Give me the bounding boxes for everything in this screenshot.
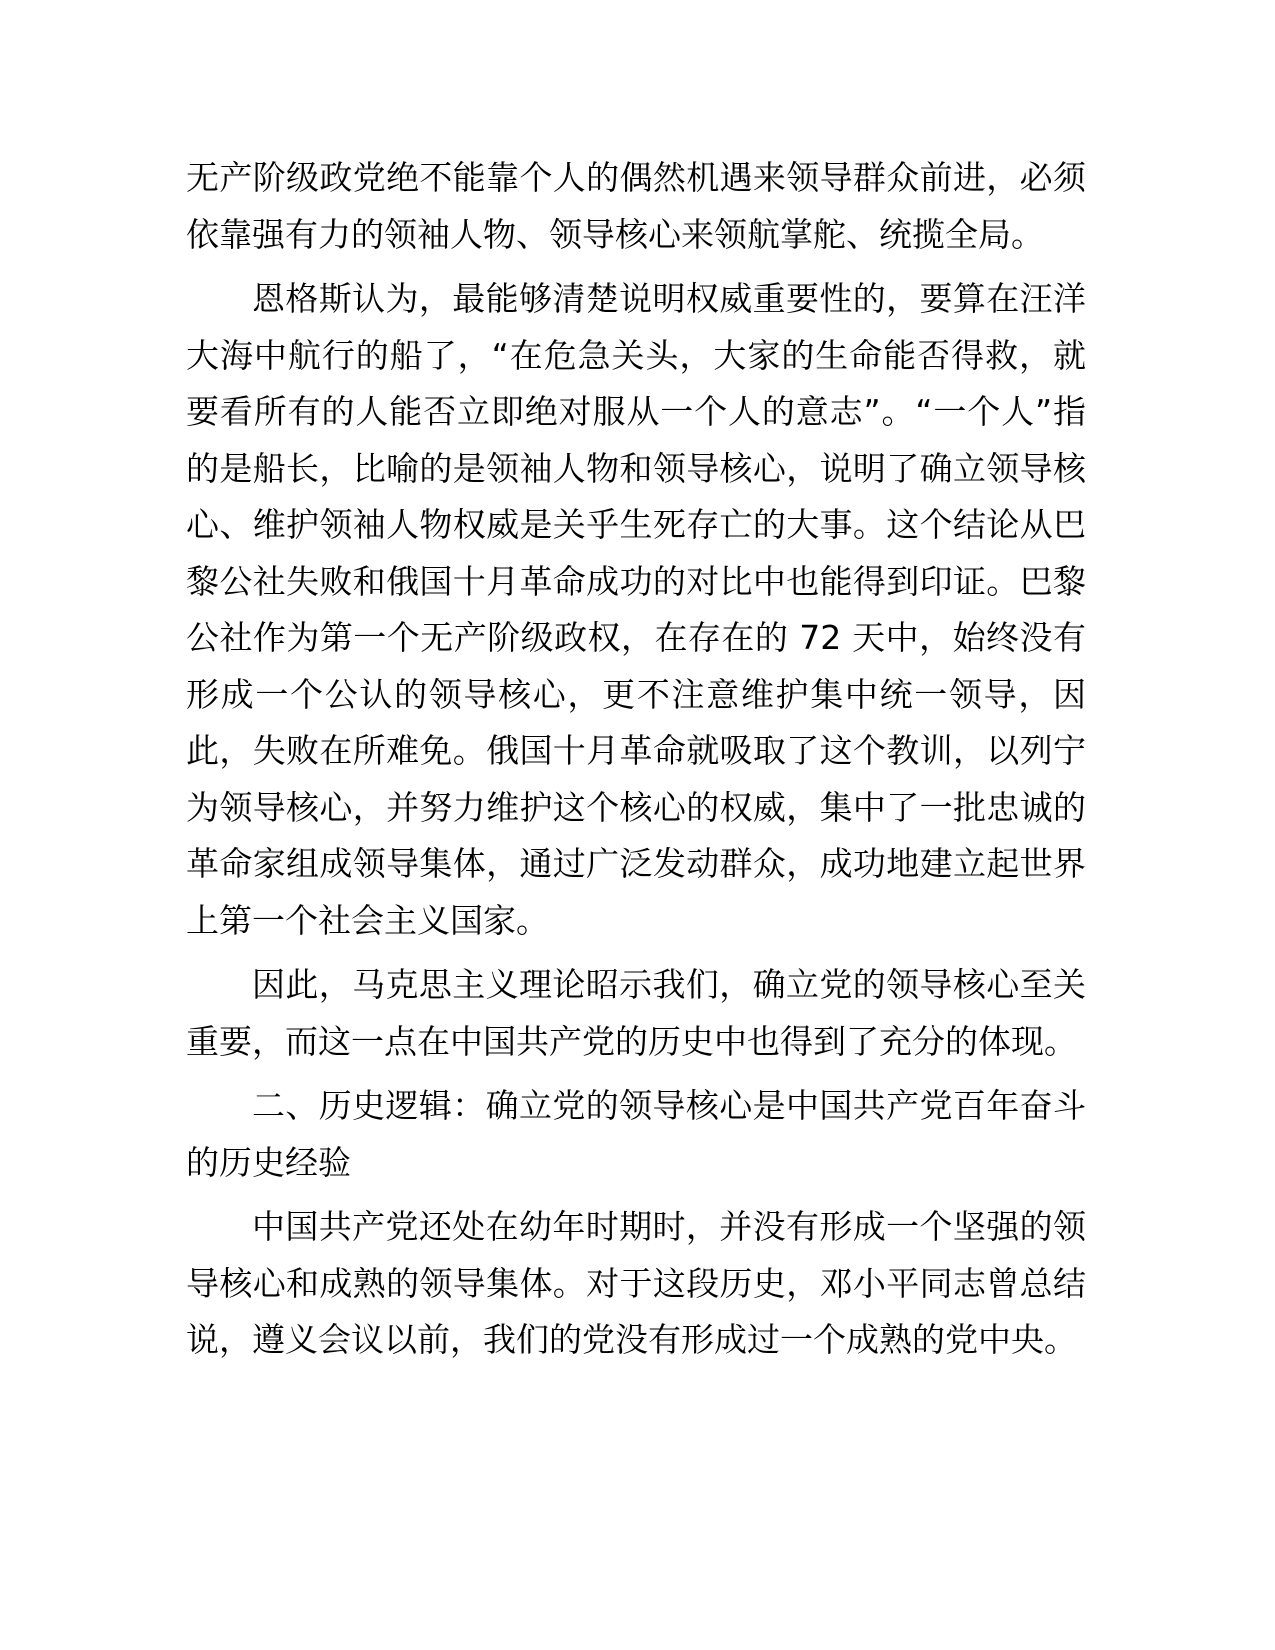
section-heading-historical-logic: 二、历史逻辑：确立党的领导核心是中国共产党百年奋斗的历史经验: [186, 1086, 1086, 1182]
paragraph-continuation: 无产阶级政党绝不能靠个人的偶然机遇来领导群众前进，必须依靠强有力的领袖人物、领导核心来领航掌舵、统揽全局。: [186, 158, 1086, 254]
paragraph-engels-authority: 恩格斯认为，最能够清楚说明权威重要性的，要算在汪洋大海中航行的船了，“在危急关头，大家的生命能否得救，就要看所有的人能否立即绝对服从一个人的意志”。“一个人”指的是船长，比喻的是领袖人物和领导核心，说明了确立领导核心、维护领袖人物权威是关乎生死存亡的大事。这个结论从巴黎公社失败和俄国十月革命成功的对比中也能得到印证。巴黎公社作为第一个无产阶级政权，在存在的 72 天中，始终没有形成一个公认的领导核心，更不注意维护集中统一领导，因此，失败在所难免。俄国十月革命就吸取了这个教训，以列宁为领导核心，并努力维护这个核心的权威，集中了一批忠诚的革命家组成领导集体，通过广泛发动群众，成功地建立起世界上第一个社会主义国家。: [186, 279, 1086, 940]
document-body: [186, 150, 1086, 1369]
paragraph-marxist-theory: 因此，马克思主义理论昭示我们，确立党的领导核心至关重要，而这一点在中国共产党的历史中也得到了充分的体现。: [186, 965, 1086, 1061]
paragraph-early-party-history: 中国共产党还处在幼年时期时，并没有形成一个坚强的领导核心和成熟的领导集体。对于这段历史，邓小平同志曾总结说，遵义会议以前，我们的党没有形成过一个成熟的党中央。: [186, 1207, 1086, 1359]
